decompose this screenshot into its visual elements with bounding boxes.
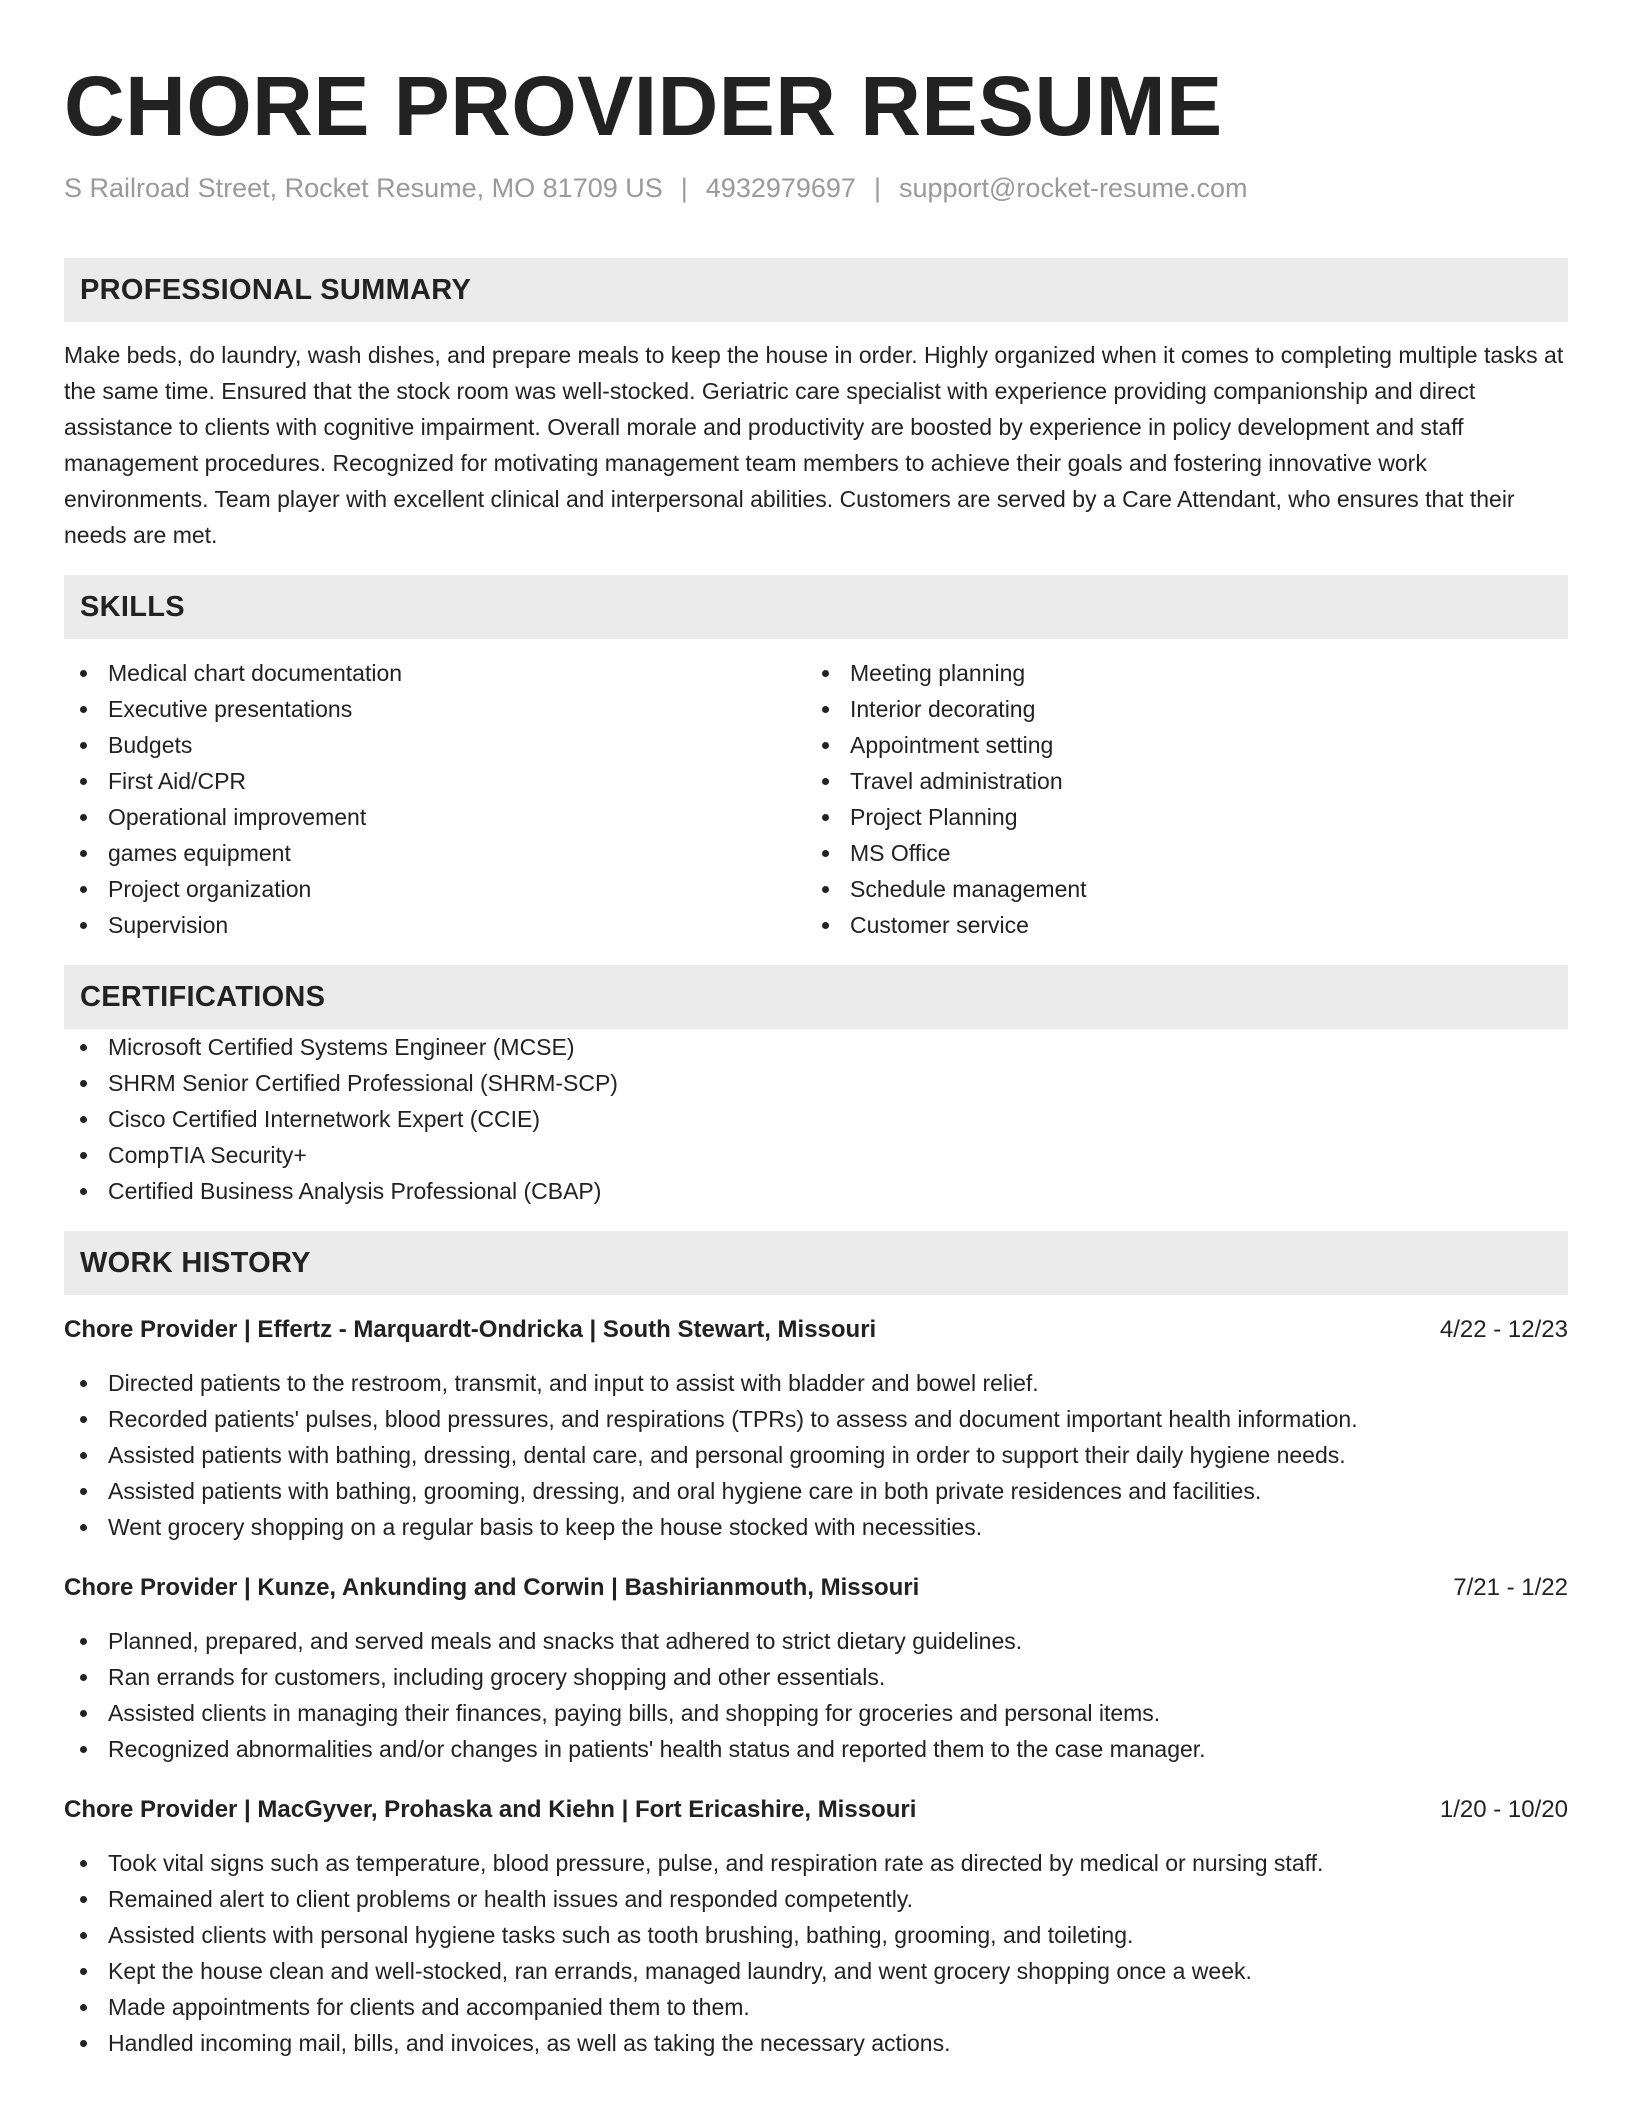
job-duty: Recorded patients' pulses, blood pressures, and respirations (TPRs) to assess and document important health information.	[64, 1401, 1568, 1437]
certifications-list	[64, 1029, 1568, 1209]
job-duty: Recognized abnormalities and/or changes in patients' health status and reported them to the case manager.	[64, 1731, 1568, 1767]
skills-columns	[64, 655, 1568, 943]
contact-separator: |	[680, 173, 688, 203]
section-heading-work-history: WORK HISTORY	[64, 1231, 1568, 1295]
job-dates: 4/22 - 12/23	[1439, 1316, 1568, 1343]
job-duty: Ran errands for customers, including grocery shopping and other essentials.	[64, 1659, 1568, 1695]
skill-item: Appointment setting	[806, 727, 1548, 763]
skill-item: Supervision	[64, 907, 806, 943]
job-duty: Went grocery shopping on a regular basis to keep the house stocked with necessities.	[64, 1509, 1568, 1545]
job-duty: Made appointments for clients and accompanied them to them.	[64, 1989, 1568, 2025]
certification-item: CompTIA Security+	[64, 1137, 1568, 1173]
job-duties-list	[64, 1365, 1568, 1545]
skills-list-left	[64, 655, 806, 943]
summary-text: Make beds, do laundry, wash dishes, and prepare meals to keep the house in order. Highly organized when it comes to completing multiple tasks at the same time. Ensured that the stock room was well-stocked. Geriatric care specialist with experience providing companionship and direct assistance to clients with cognitive impairment. Overall morale and productivity are boosted by experience in policy development and staff management procedures. Recognized for motivating management team members to achieve their goals and fostering innovative work environments. Team player with excellent clinical and interpersonal abilities. Customers are served by a Care Attendant, who ensures that their needs are met.	[64, 342, 1564, 548]
contact-email: support@rocket-resume.com	[898, 173, 1248, 203]
skill-item: Operational improvement	[64, 799, 806, 835]
section-heading-summary: PROFESSIONAL SUMMARY	[64, 258, 1568, 322]
skill-item: MS Office	[806, 835, 1548, 871]
job-dates: 7/21 - 1/22	[1453, 1574, 1568, 1601]
job-duty: Took vital signs such as temperature, blood pressure, pulse, and respiration rate as directed by medical or nursing staff.	[64, 1845, 1568, 1881]
section-heading-certifications: CERTIFICATIONS	[64, 965, 1568, 1029]
contact-line	[64, 170, 1568, 206]
contact-separator: |	[873, 173, 881, 203]
job-entry	[64, 1571, 1568, 1767]
job-duties-list	[64, 1845, 1568, 2061]
job-entry	[64, 1313, 1568, 1545]
job-duty: Planned, prepared, and served meals and snacks that adhered to strict dietary guidelines.	[64, 1623, 1568, 1659]
skill-item: Meeting planning	[806, 655, 1548, 691]
job-duties-list	[64, 1623, 1568, 1767]
job-duty: Assisted patients with bathing, grooming, dressing, and oral hygiene care in both private residences and facilities.	[64, 1473, 1568, 1509]
job-header	[64, 1793, 1568, 1827]
skill-item: First Aid/CPR	[64, 763, 806, 799]
skills-column-left	[64, 655, 806, 943]
resume-title: CHORE PROVIDER RESUME	[64, 59, 1223, 153]
job-duty: Handled incoming mail, bills, and invoices, as well as taking the necessary actions.	[64, 2025, 1568, 2061]
section-heading-skills: SKILLS	[64, 575, 1568, 639]
job-duty: Assisted clients in managing their finances, paying bills, and shopping for groceries and personal items.	[64, 1695, 1568, 1731]
job-title: Chore Provider | Effertz - Marquardt-Ondricka | South Stewart, Missouri	[64, 1316, 877, 1343]
job-duty: Directed patients to the restroom, transmit, and input to assist with bladder and bowel relief.	[64, 1365, 1568, 1401]
job-dates: 1/20 - 10/20	[1439, 1796, 1568, 1823]
skill-item: Project Planning	[806, 799, 1548, 835]
job-duty: Remained alert to client problems or health issues and responded competently.	[64, 1881, 1568, 1917]
certification-item: SHRM Senior Certified Professional (SHRM-SCP)	[64, 1065, 1568, 1101]
skill-item: Customer service	[806, 907, 1548, 943]
skill-item: games equipment	[64, 835, 806, 871]
skill-item: Travel administration	[806, 763, 1548, 799]
skill-item: Interior decorating	[806, 691, 1548, 727]
job-duty: Assisted patients with bathing, dressing, dental care, and personal grooming in order to support their daily hygiene needs.	[64, 1437, 1568, 1473]
job-duty: Assisted clients with personal hygiene tasks such as tooth brushing, bathing, grooming, and toileting.	[64, 1917, 1568, 1953]
job-entry	[64, 1793, 1568, 2061]
skills-list-right	[806, 655, 1548, 943]
certification-item: Microsoft Certified Systems Engineer (MCSE)	[64, 1029, 1568, 1065]
skills-column-right	[806, 655, 1548, 943]
skill-item: Project organization	[64, 871, 806, 907]
certification-item: Cisco Certified Internetwork Expert (CCIE)	[64, 1101, 1568, 1137]
job-header	[64, 1313, 1568, 1347]
job-duty: Kept the house clean and well-stocked, ran errands, managed laundry, and went grocery shopping once a week.	[64, 1953, 1568, 1989]
skill-item: Schedule management	[806, 871, 1548, 907]
job-header	[64, 1571, 1568, 1605]
skill-item: Medical chart documentation	[64, 655, 806, 691]
job-title: Chore Provider | Kunze, Ankunding and Corwin | Bashirianmouth, Missouri	[64, 1574, 920, 1601]
contact-phone: 4932979697	[705, 173, 856, 203]
skill-item: Budgets	[64, 727, 806, 763]
job-title: Chore Provider | MacGyver, Prohaska and Kiehn | Fort Ericashire, Missouri	[64, 1796, 917, 1823]
skill-item: Executive presentations	[64, 691, 806, 727]
certification-item: Certified Business Analysis Professional (CBAP)	[64, 1173, 1568, 1209]
contact-address: S Railroad Street, Rocket Resume, MO 81709 US	[64, 173, 663, 203]
